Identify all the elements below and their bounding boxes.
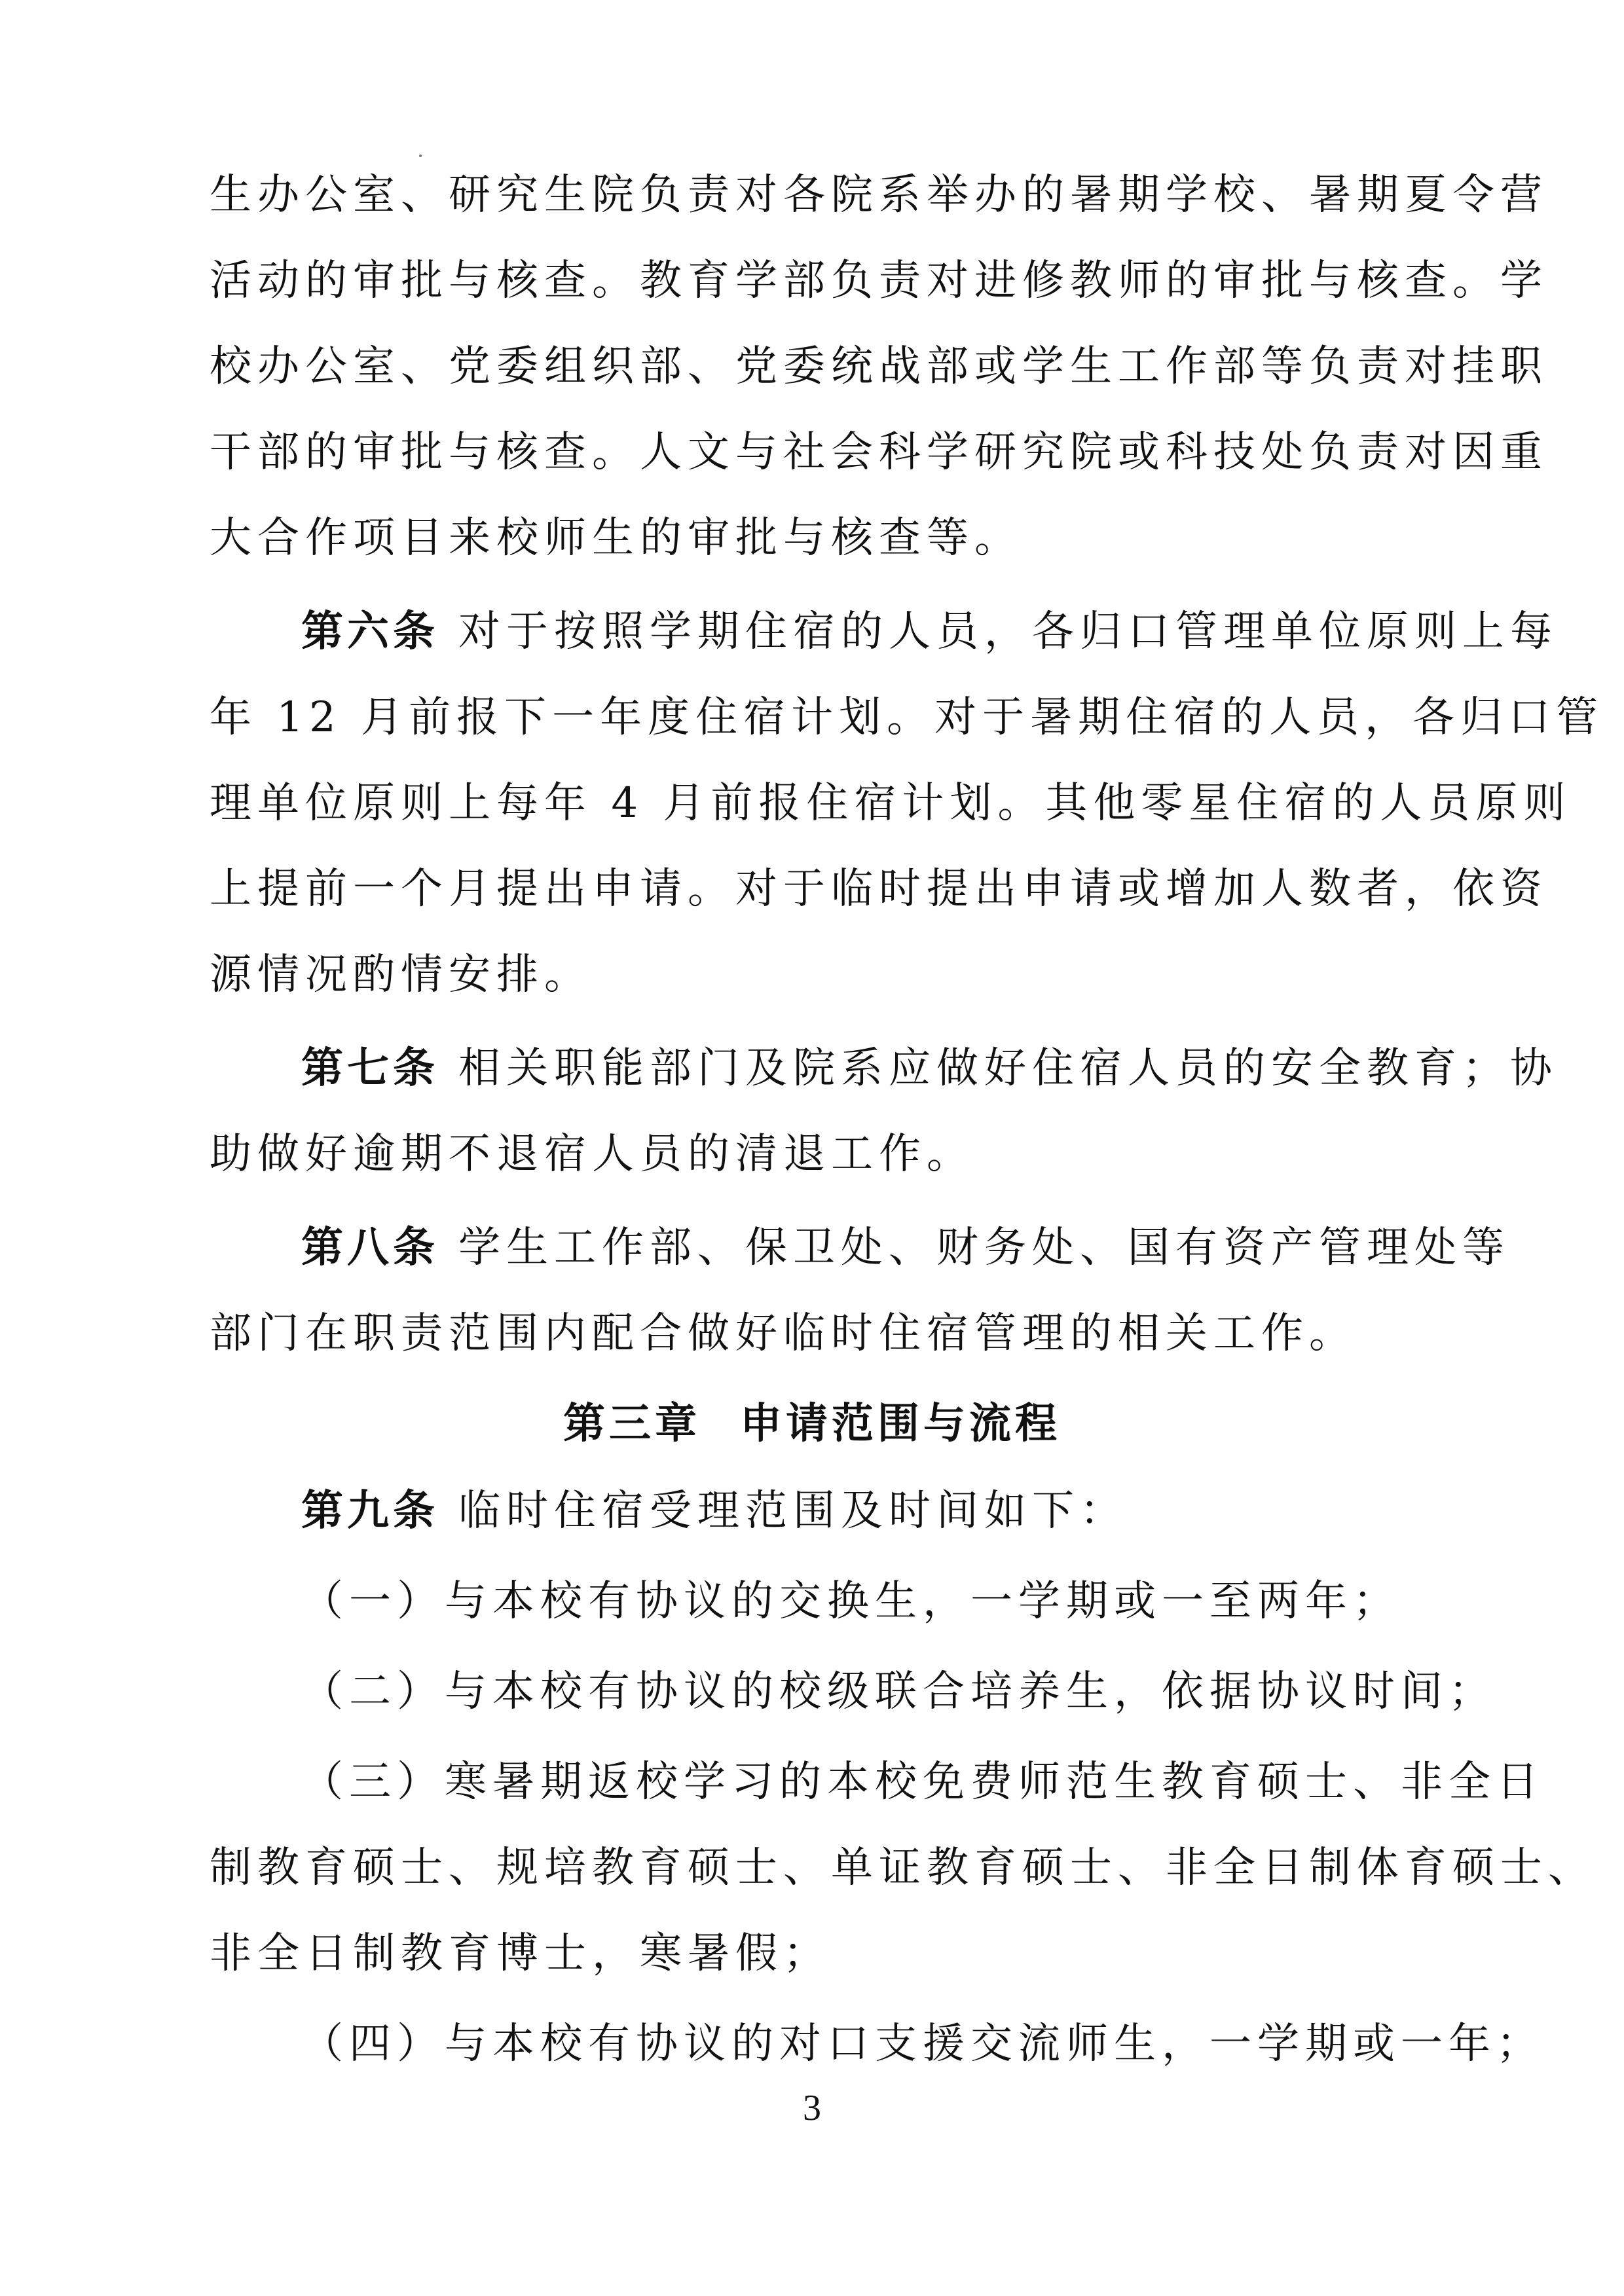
- list-item: （一）与本校有协议的交换生，一学期或一至两年；: [301, 1577, 1401, 1626]
- article-7-first-line: [301, 1042, 1558, 1095]
- article-8-text: 学生工作部、保卫处、财务处、国有资产管理处等: [458, 1224, 1510, 1272]
- paragraph-line: 上提前一个月提出申请。对于临时提出申请或增加人数者，依资: [210, 865, 1548, 913]
- page-number: 3: [803, 2088, 821, 2128]
- paragraph-line: 制教育硕士、规培教育硕士、单证教育硕士、非全日制体育硕士、: [210, 1844, 1596, 1892]
- paragraph-line: 活动的审批与核查。教育学部负责对进修教师的审批与核查。学: [210, 257, 1548, 305]
- paragraph-line: 校办公室、党委组织部、党委统战部或学生工作部等负责对挂职: [210, 342, 1548, 391]
- chapter-heading: [0, 1398, 1624, 1450]
- list-item: （四）与本校有协议的对口支援交流师生，一学期或一年；: [301, 2020, 1544, 2068]
- paragraph-line: 干部的审批与核查。人文与社会科学研究院或科技处负责对因重: [210, 428, 1548, 477]
- article-6-first-line: [301, 606, 1558, 658]
- paragraph-line: 年 12 月前报下一年度住宿计划。对于暑期住宿的人员，各归口管: [210, 693, 1604, 742]
- paragraph-line: 理单位原则上每年 4 月前报住宿计划。其他零星住宿的人员原则: [210, 779, 1572, 828]
- article-6-text: 对于按照学期住宿的人员，各归口管理单位原则上每: [458, 608, 1558, 656]
- paragraph-line: 部门在职责范围内配合做好临时住宿管理的相关工作。: [210, 1309, 1357, 1358]
- article-9-label: 第九条: [301, 1487, 439, 1535]
- article-7-label: 第七条: [301, 1044, 439, 1093]
- list-item: （三）寒暑期返校学习的本校免费师范生教育硕士、非全日: [301, 1758, 1544, 1806]
- list-item: （二）与本校有协议的校级联合培养生，依据协议时间；: [301, 1667, 1496, 1716]
- paragraph-line: 大合作项目来校师生的审批与核查等。: [210, 514, 1022, 562]
- article-8-label: 第八条: [301, 1224, 439, 1272]
- paragraph-line: 助做好逾期不退宿人员的清退工作。: [210, 1130, 974, 1178]
- scan-speck: [419, 155, 422, 157]
- paragraph-line: 生办公室、研究生院负责对各院系举办的暑期学校、暑期夏令营: [210, 171, 1548, 219]
- article-7-text: 相关职能部门及院系应做好住宿人员的安全教育；协: [458, 1044, 1558, 1093]
- article-8-first-line: [301, 1222, 1510, 1274]
- article-9-text: 临时住宿受理范围及时间如下：: [458, 1487, 1128, 1535]
- chapter-number: 第三章: [563, 1400, 701, 1448]
- paragraph-line: 非全日制教育博士，寒暑假；: [210, 1929, 831, 1978]
- chapter-title: 申请范围与流程: [740, 1400, 1061, 1448]
- article-6-label: 第六条: [301, 608, 439, 656]
- article-9-first-line: [301, 1485, 1128, 1537]
- paragraph-line: 源情况酌情安排。: [210, 951, 592, 999]
